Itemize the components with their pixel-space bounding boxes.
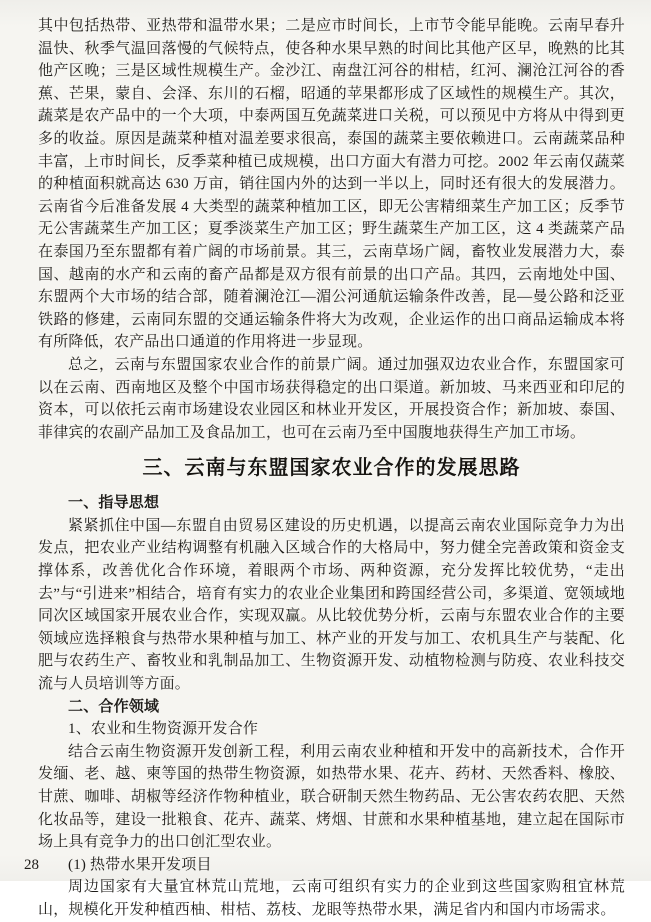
paragraph-bio-resources-body: 结合云南生物资源开发创新工程，利用云南农业种植和开发中的高新技术，合作开发缅、老、越、柬等国的热带生物资源，如热带水果、花卉、药材、天然香料、橡胶、甘蔗、咖啡、胡椒等经济作物种植业，联合研制天然生物药品、无公害农药农肥、天然化妆品等，建设一批粮食、花卉、蔬菜、烤烟、甘蔗和水果种植基地，建立起在国际市场上具有竞争力的出口创汇型农业。 [38,743,625,851]
paragraph-tropical-fruit-body: 周边国家有大量宜林荒山荒地，云南可组织有实力的企业到这些国家购租宜林荒山，规模化开发种植西柚、柑桔、荔枝、龙眼等热带水果，满足省内和国内市场需求。 [38,879,625,918]
paragraph-cooperation-summary: 总之，云南与东盟国家农业合作的前景广阔。通过加强双边农业合作，东盟国家可以在云南、西南地区及整个中国市场获得稳定的出口渠道。新加坡、马来西亚和印尼的资本，可以依托云南市场建设农业园区和林业开发区，开展投资合作；新加坡、泰国、菲律宾的农副产品加工及食品加工，也可在云南乃至中国腹地获得生产加工市场。 [38,356,625,441]
subheading-cooperation-fields: 二、合作领域 [68,698,160,715]
subheading-guiding-ideology: 一、指导思想 [68,495,160,512]
paragraph-fruit-vegetable-advantages: 其中包括热带、亚热带和温带水果；二是应市时间长，上市节令能早能晚。云南早春升温快、秋季气温回落慢的气候特点，使各种水果早熟的时间比其他产区早，晚熟的比其他产区晚；三是区域性规模生产。金沙江、南盘江河谷的柑桔，红河、澜沧江河谷的香蕉、芒果，蒙自、会泽、东川的石榴，昭通的苹果都形成了区域性的规模生产。其次，蔬菜是农产品中的一个大项，中泰两国互免蔬菜进口关税，可以预见中方将从中得到更多的收益。原因是蔬菜种植对温差要求很高，泰国的蔬菜主要依赖进口。云南蔬菜品种丰富，上市时间长，反季菜种植已成规模，出口方面大有潜力可挖。2002 年云南仅蔬菜的种植面积就高达 630 万亩，销往国内外的达到一半以上，同时还有很大的发展潜力。云南省今后准备发展 4 大类型的蔬菜种植加工区，即无公害精细菜生产加工区；反季节无公害蔬菜生产加工区；夏季淡菜生产加工区；野生蔬菜生产加工区，这 4 类蔬菜产品在泰国乃至东盟都有着广阔的市场前景。其三，云南草场广阔，畜牧业发展潜力大，泰国、越南的水产和云南的畜产品都是双方很有前景的出口产品。其四，云南地处中国、东盟两个大市场的结合部，随着澜沧江—湄公河通航运输条件改善，昆—曼公路和泛亚铁路的修建，云南同东盟的交通运输条件将大为改观，企业运作的出口商品运输成本将有所降低，农产品出口通道的作用将进一步显现。 [38,18,625,351]
page-number: 28 [24,857,39,873]
subheading-tropical-fruit-project: (1) 热带水果开发项目 [68,856,212,873]
paragraph-guiding-ideology-body: 紧紧抓住中国—东盟自由贸易区建设的历史机遇，以提高云南农业国际竞争力为出发点，把农业产业结构调整有机融入区域合作的大格局中，努力健全完善政策和资金支撑体系，改善优化合作环境，着眼两个市场、两种资源，充分发挥比较优势，“走出去”与“引进来”相结合，培育有实力的农业企业集团和跨国经营公司，多渠道、宽领域地同次区域国家开展农业合作，实现双赢。从比较优势分析，云南与东盟农业合作的主要领域应选择粮食与热带水果种植与加工、林产业的开发与加工、农机具生产与装配、化肥与农药生产、畜牧业和乳制品加工、生物资源开发、动植物检测与防疫、农业科技交流与人员培训等方面。 [38,517,625,693]
subheading-agriculture-bio-resources: 1、农业和生物资源开发合作 [68,721,259,738]
section-heading-development-ideas: 三、云南与东盟国家农业合作的发展思路 [142,457,521,480]
